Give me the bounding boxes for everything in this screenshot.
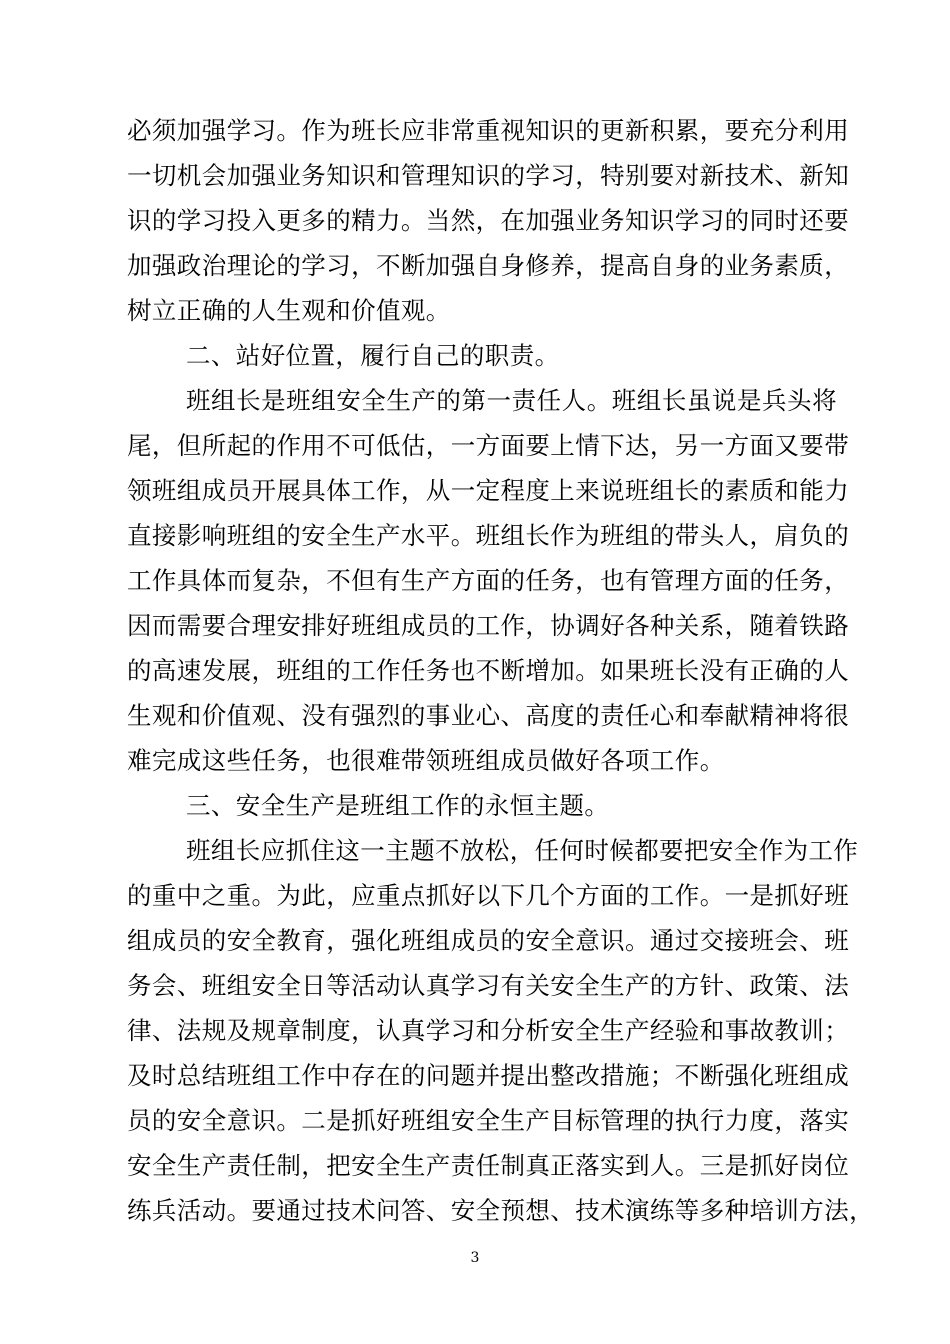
body-line: 生观和价值观、没有强烈的事业心、高度的责任心和奉献精神将很 xyxy=(127,701,850,730)
body-line: 加强政治理论的学习，不断加强自身修养，提高自身的业务素质， xyxy=(127,251,850,280)
body-line: 班组长是班组安全生产的第一责任人。班组长虽说是兵头将 xyxy=(186,386,837,415)
body-line: 员的安全意识。二是抓好班组安全生产目标管理的执行力度，落实 xyxy=(127,1106,850,1135)
body-line: 律、法规及规章制度，认真学习和分析安全生产经验和事故教训； xyxy=(127,1016,850,1045)
body-line: 因而需要合理安排好班组成员的工作，协调好各种关系，随着铁路 xyxy=(127,611,850,640)
body-line: 难完成这些任务，也很难带领班组成员做好各项工作。 xyxy=(127,746,725,775)
section-heading-2: 二、站好位置，履行自己的职责。 xyxy=(186,341,560,370)
body-line: 直接影响班组的安全生产水平。班组长作为班组的带头人，肩负的 xyxy=(127,521,850,550)
body-line: 的高速发展，班组的工作任务也不断增加。如果班长没有正确的人 xyxy=(127,656,850,685)
body-line: 的重中之重。为此，应重点抓好以下几个方面的工作。一是抓好班 xyxy=(127,881,850,910)
page-number: 3 xyxy=(470,1250,480,1266)
body-line: 及时总结班组工作中存在的问题并提出整改措施；不断强化班组成 xyxy=(127,1061,850,1090)
body-line: 组成员的安全教育，强化班组成员的安全意识。通过交接班会、班 xyxy=(127,926,850,955)
body-line: 练兵活动。要通过技术问答、安全预想、技术演练等多种培训方法， xyxy=(127,1196,874,1225)
body-line: 必须加强学习。作为班长应非常重视知识的更新积累，要充分利用 xyxy=(127,116,850,145)
document-body xyxy=(127,108,874,1233)
body-line: 树立正确的人生观和价值观。 xyxy=(127,296,451,325)
body-line: 安全生产责任制，把安全生产责任制真正落实到人。三是抓好岗位 xyxy=(127,1151,850,1180)
body-line: 务会、班组安全日等活动认真学习有关安全生产的方针、政策、法 xyxy=(127,971,850,1000)
body-line: 一切机会加强业务知识和管理知识的学习，特别要对新技术、新知 xyxy=(127,161,850,190)
body-line: 尾，但所起的作用不可低估，一方面要上情下达，另一方面又要带 xyxy=(127,431,850,460)
body-line: 领班组成员开展具体工作，从一定程度上来说班组长的素质和能力 xyxy=(127,476,850,505)
section-heading-3: 三、安全生产是班组工作的永恒主题。 xyxy=(186,791,610,820)
body-line: 工作具体而复杂，不但有生产方面的任务，也有管理方面的任务， xyxy=(127,566,850,595)
body-line: 班组长应抓住这一主题不放松，任何时候都要把安全作为工作 xyxy=(186,836,859,865)
body-line: 识的学习投入更多的精力。当然，在加强业务知识学习的同时还要 xyxy=(127,206,850,235)
